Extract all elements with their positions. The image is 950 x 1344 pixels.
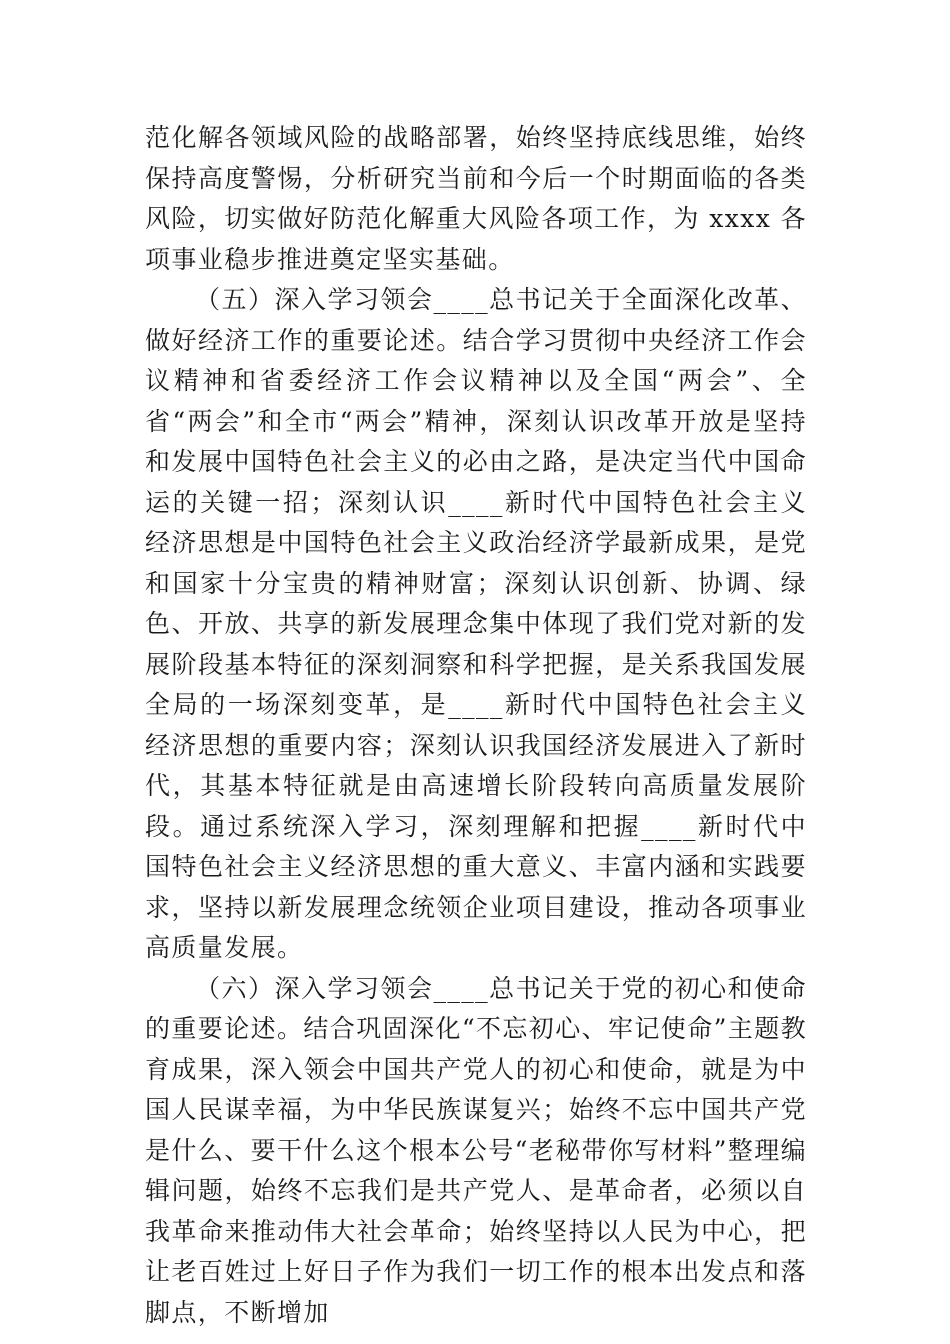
paragraph-section-six: （六）深入学习领会____总书记关于党的初心和使命的重要论述。结合巩固深化“不忘初心、牢记使命”主题教育成果，深入领会中国共产党人的初心和使命，就是为中国人民谋幸福，为中华民族谋复兴；始终不忘中国共产党是什么、要干什么这个根本公号“老秘带你写材料”整理编辑问题，始终不忘我们是共产党人、是革命者，必须以自我革命来推动伟大社会革命；始终坚持以人民为中心，把让老百姓过上好日子作为我们一切工作的根本出发点和落脚点，不断增加 [145,973,807,1327]
paragraph-section-five: （五）深入学习领会____总书记关于全面深化改革、做好经济工作的重要论述。结合学习贯彻中央经济工作会议精神和省委经济工作会议精神以及全国“两会”、全省“两会”和全市“两会”精神，深刻认识改革开放是坚持和发展中国特色社会主义的必由之路，是决定当代中国命运的关键一招；深刻认识____新时代中国特色社会主义经济思想是中国特色社会主义政治经济学最新成果，是党和国家十分宝贵的精神财富；深刻认识创新、协调、绿色、开放、共享的新发展理念集中体现了我们党对新的发展阶段基本特征的深刻洞察和科学把握，是关系我国发展全局的一场深刻变革，是____新时代中国特色社会主义经济思想的重要内容；深刻认识我国经济发展进入了新时代，其基本特征就是由高速增长阶段转向高质量发展阶段。通过系统深入学习，深刻理解和把握____新时代中国特色社会主义经济思想的重大意义、丰富内涵和实践要求，坚持以新发展理念统领企业项目建设，推动各项事业高质量发展。 [145,285,807,962]
document-body [145,118,807,1333]
paragraph-continuation: 范化解各领域风险的战略部署，始终坚持底线思维，始终保持高度警惕，分析研究当前和今后一个时期面临的各类风险，切实做好防范化解重大风险各项工作，为 xxxx 各项事业稳步推进奠定坚实基础。 [145,123,807,274]
